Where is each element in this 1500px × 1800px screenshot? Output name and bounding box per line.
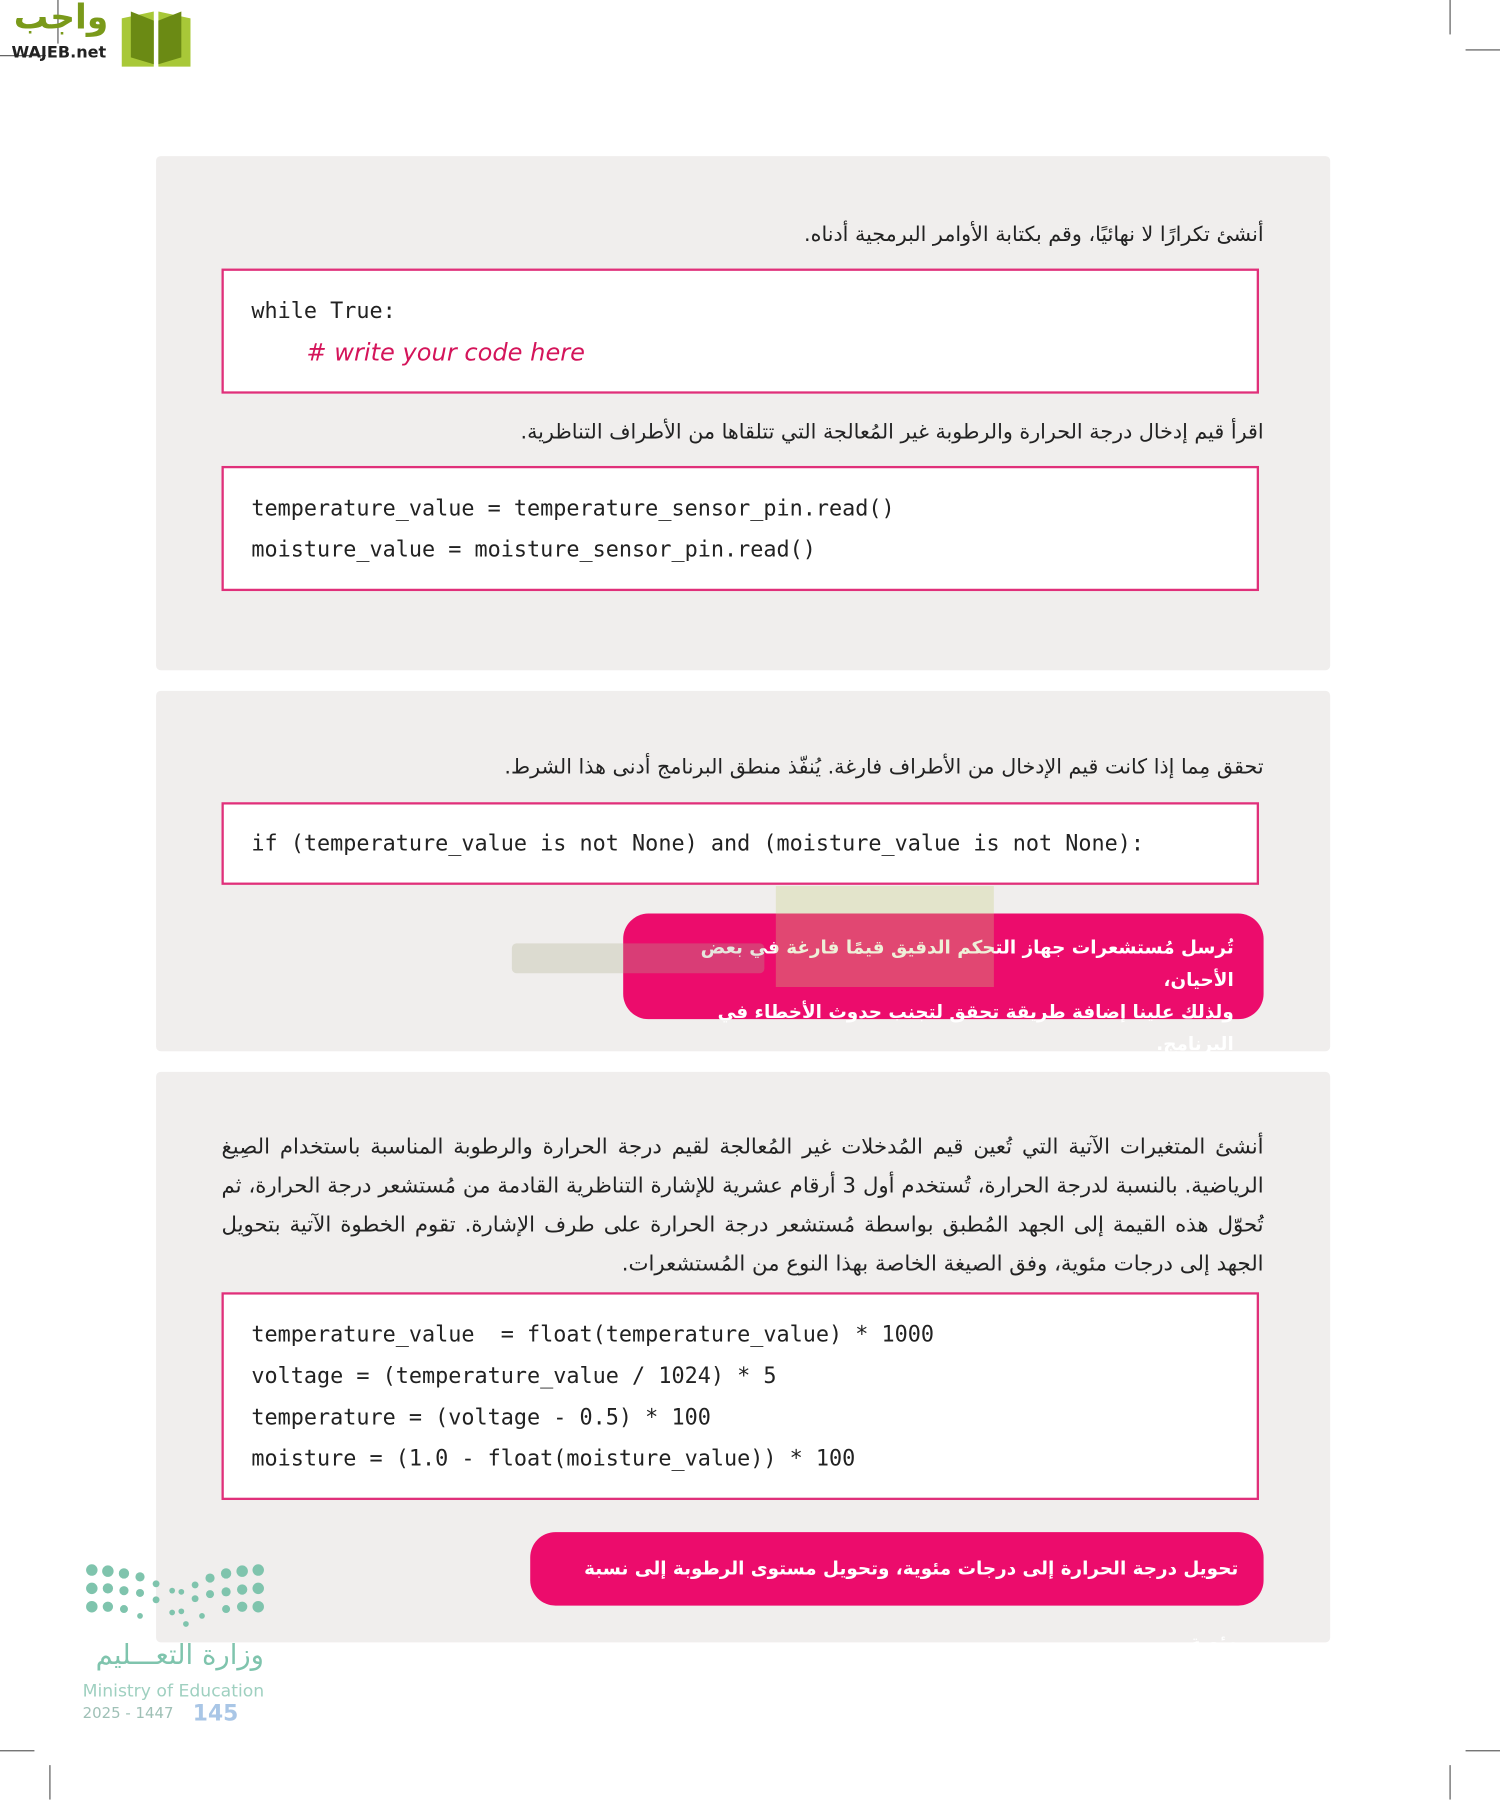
code-line: temperature_value = temperature_sensor_pin.read() (251, 495, 895, 522)
code-block-read (222, 466, 1259, 591)
code-comment: # write your code here (306, 338, 586, 367)
crop-mark (1450, 1765, 1451, 1799)
wajeb-logo (11, 0, 195, 69)
note-callout-empty-values (623, 914, 1263, 1055)
code-line: moisture_value = moisture_sensor_pin.read() (251, 537, 816, 563)
instruction-check-none: تحقق مِما إذا كانت قيم الإدخال من الأطراف فارغة. يُنفّذ منطق البرنامج أدنى هذا الشرط. (504, 755, 1264, 780)
code-line: voltage = (temperature_value / 1024) * 5 (251, 1363, 777, 1389)
ministry-logo-dots (80, 1561, 269, 1630)
instruction-infinite-loop: أنشئ تكرارًا لا نهائيًا، وقم بكتابة الأوامر البرمجية أدناه. (804, 222, 1264, 247)
crop-mark (1466, 49, 1500, 50)
code-line: temperature_value = float(temperature_value) * 1000 (251, 1322, 935, 1348)
logo-latin: WAJEB.net (11, 43, 107, 62)
code-block-conversion (222, 1292, 1259, 1500)
code-line: moisture = (1.0 - float(moisture_value)) * 100 (251, 1446, 856, 1472)
ministry-name-arabic: وزارة التعـــليم (95, 1638, 264, 1672)
callout-line: ولذلك علينا إضافة طريقة تحقق لتجنب حدوث الأخطاء في البرنامج. (717, 1000, 1234, 1055)
crop-mark (1466, 1750, 1500, 1751)
academic-year: 2025 - 1447 (82, 1705, 174, 1723)
logo-arabic: واجب (13, 0, 109, 38)
callout-line: تُرسل مُستشعرات جهاز التحكم الدقيق قيمًا فارغة في بعض الأحيان، (700, 936, 1234, 991)
page-number: 145 (192, 1700, 239, 1727)
crop-mark (1450, 0, 1451, 34)
instruction-conversion: أنشئ المتغيرات الآتية التي تُعين قيم المُدخلات غير المُعالجة لقيم درجة الحرارة والرطوبة المناسبة باستخدام الصِيغ الرياضية. بالنسبة لدرجة الحرارة، تُستخدم أول 3 أرقام عشرية للإشارة التناظرية القادمة من مُستشعر درجة الحرارة، ثم تُحوّل هذه القيمة إلى الجهد المُطبق بواسطة مُستشعر درجة الحرارة على طرف الإشارة. تقوم الخطوة الآتية بتحويل الجهد إلى درجات مئوية، وفق الصيغة الخاصة بهذا النوع من المُستشعرات. (221, 1135, 1264, 1277)
crop-mark (0, 1750, 34, 1751)
code-block-loop (222, 269, 1259, 394)
instruction-read-inputs: اقرأ قيم إدخال درجة الحرارة والرطوبة غير المُعالجة التي تتلقاها من الأطراف التناظرية. (520, 420, 1264, 445)
note-callout-conversion: تحويل درجة الحرارة إلى درجات مئوية، وتحويل مستوى الرطوبة إلى نسبة مئوية. (530, 1532, 1263, 1605)
code-line: temperature = (voltage - 0.5) * 100 (251, 1404, 711, 1430)
crop-mark (49, 1765, 50, 1799)
code-block-if (222, 802, 1259, 885)
ministry-name-english: Ministry of Education (82, 1680, 265, 1701)
code-line: if (temperature_value is not None) and (moisture_value is not None): (251, 830, 1145, 857)
book-icon (122, 5, 191, 69)
code-line: while True: (251, 298, 396, 324)
